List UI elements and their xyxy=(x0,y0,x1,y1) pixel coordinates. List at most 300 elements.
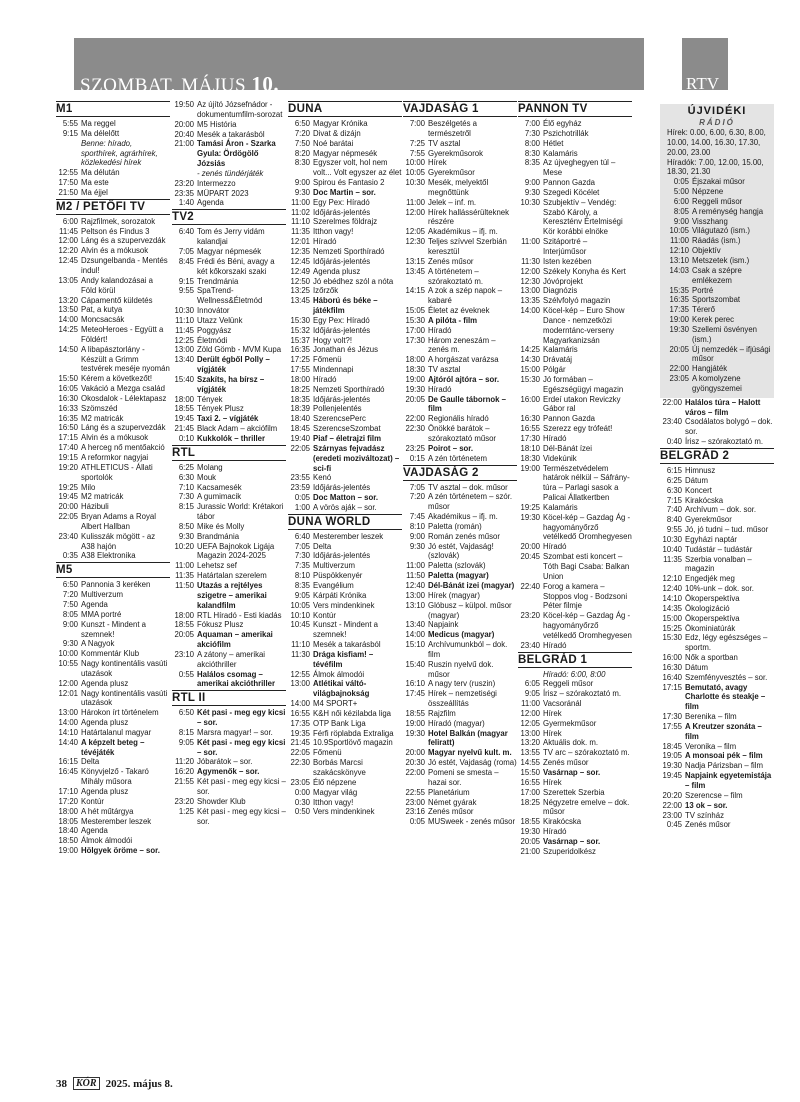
program-title: Könyvjelző - Takaró Mihály műsora xyxy=(81,767,149,787)
program-row xyxy=(172,336,286,346)
program-time: 6:40 xyxy=(178,227,194,237)
program-row xyxy=(403,227,517,237)
program-row xyxy=(403,719,517,729)
program-time: 13:25 xyxy=(290,286,310,296)
channel-heading: DUNA xyxy=(288,101,402,117)
program-time: 13:15 xyxy=(405,256,425,266)
program-title: MUSweek - zenés műsor xyxy=(428,817,516,827)
program-title: Híradó (magyar) xyxy=(428,718,485,728)
program-time: 22:30 xyxy=(405,424,425,434)
program-row xyxy=(288,158,402,178)
program-time: 8:10 xyxy=(409,521,425,531)
program-title: Brandmánia xyxy=(197,531,240,541)
program-row xyxy=(660,791,774,801)
program-time: 7:25 xyxy=(409,138,425,148)
program-title: Kárpáti Krónika xyxy=(313,590,367,600)
program-row xyxy=(172,247,286,257)
program-row xyxy=(56,423,170,433)
program-title: Veronika – film xyxy=(685,741,737,751)
program-row xyxy=(56,463,170,483)
program-time: 23:40 xyxy=(520,640,540,650)
program-title: Kirakócska xyxy=(543,817,582,827)
program-time: 23:40 xyxy=(662,417,682,427)
program-time: 12:40 xyxy=(662,584,682,594)
program-row xyxy=(518,611,632,641)
program-row xyxy=(56,797,170,807)
program-row xyxy=(56,374,170,384)
program-row xyxy=(56,826,170,836)
program-title: M2 matricák xyxy=(81,413,124,423)
program-row xyxy=(56,492,170,502)
program-row xyxy=(518,729,632,739)
program-time: 12:10 xyxy=(669,246,689,256)
program-time: 8:00 xyxy=(524,138,540,148)
program-title: Rajzfilmek, sorozatok xyxy=(81,216,156,226)
program-row xyxy=(660,398,774,418)
program-title: Új nemzedék – ifjúsági műsor xyxy=(692,344,771,364)
program-time: 15:30 xyxy=(662,633,682,643)
program-row xyxy=(288,178,402,188)
program-row xyxy=(172,277,286,287)
program-time: 15:05 xyxy=(405,306,425,316)
program-row xyxy=(56,246,170,256)
channel-heading: RTL xyxy=(172,445,286,461)
program-row xyxy=(172,807,286,827)
program-title: A Kreutzer szonáta – film xyxy=(685,721,762,741)
program-title: Köcel-kép – Euro Show Dance - nemzetközi moderntánc-verseny Magyarkanizsán xyxy=(543,306,625,345)
program-row xyxy=(56,767,170,787)
program-title: Aquaman – amerikai akciófilm xyxy=(197,630,273,650)
program-title: MMA portré xyxy=(81,609,122,619)
program-time: 14:15 xyxy=(405,286,425,296)
program-title: Reggeli műsor xyxy=(543,679,594,689)
program-row xyxy=(288,336,402,346)
program-time: 14:10 xyxy=(58,727,78,737)
program-time: 13:00 xyxy=(290,679,310,689)
program-row xyxy=(172,522,286,532)
program-row xyxy=(288,561,402,571)
program-title: A libapásztorlány - Készült a Grimm testvérek meséje nyomán xyxy=(81,344,170,374)
program-title: Határtalanul magyar xyxy=(81,727,152,737)
program-title: Reggeli műsor xyxy=(692,196,743,206)
program-title: Borbás Marcsi szakácskönyve xyxy=(313,758,366,777)
program-row xyxy=(172,227,286,247)
program-title: Ma délelőtt xyxy=(81,128,120,138)
program-row xyxy=(56,728,170,738)
program-title: Szitáportré – Interjúműsor xyxy=(543,237,588,256)
program-time: 23:40 xyxy=(58,531,78,541)
program-row xyxy=(172,738,286,758)
program-row xyxy=(663,246,771,256)
radio-bulletin-times: Híradók: 7.00, 12.00, 15.00, 18.30, 21.30 xyxy=(667,157,764,177)
program-row xyxy=(660,476,774,486)
program-row xyxy=(288,198,402,208)
program-title: Kontúr xyxy=(81,796,104,806)
program-time: 18:55 xyxy=(174,404,194,414)
program-row xyxy=(660,505,774,515)
program-row xyxy=(172,130,286,140)
program-row xyxy=(518,296,632,306)
program-row xyxy=(518,699,632,709)
program-title: Kenó xyxy=(313,473,332,483)
program-title: Archívum – dok. sor. xyxy=(685,505,757,515)
program-title: SzerencsePerc xyxy=(313,414,366,424)
program-row xyxy=(403,601,517,621)
program-time: 18:39 xyxy=(290,404,310,414)
program-row xyxy=(403,679,517,689)
program-title: Kunszt - Mindent a szemnek! xyxy=(81,619,147,639)
program-row xyxy=(663,345,771,365)
program-row xyxy=(403,414,517,424)
program-time: 10:20 xyxy=(174,541,194,551)
program-time: 7:20 xyxy=(409,492,425,502)
program-title: Hírek – nemzetiségi összeállítás xyxy=(428,689,497,709)
program-title: Időjárás-jelentés xyxy=(313,394,371,404)
program-row xyxy=(660,614,774,624)
program-time: 11:30 xyxy=(291,649,310,659)
program-row xyxy=(403,306,517,316)
program-row xyxy=(403,630,517,640)
program-row xyxy=(660,437,774,447)
program-title: Hírek xyxy=(543,728,562,738)
program-row xyxy=(518,542,632,552)
program-row xyxy=(403,395,517,415)
program-time: 18:55 xyxy=(520,817,540,827)
program-title: Életet az éveknek xyxy=(428,306,490,316)
program-row xyxy=(56,846,170,856)
program-row xyxy=(288,650,402,670)
program-title: Tom és Jerry vidám kalandjai xyxy=(197,227,265,247)
program-time: 11:10 xyxy=(291,640,310,650)
program-row xyxy=(172,650,286,670)
program-title: Videkúnik xyxy=(543,453,577,463)
program-title: Az újveghegyen túl – Mese xyxy=(543,158,616,178)
program-row xyxy=(663,374,771,394)
program-time: 20:40 xyxy=(174,129,194,139)
column-4 xyxy=(403,100,517,827)
program-title: 13 ok – sor. xyxy=(685,800,728,810)
program-row xyxy=(172,561,286,571)
program-time: 12:20 xyxy=(58,246,78,256)
program-time: 18:00 xyxy=(290,374,310,384)
program-title: Német gyárak xyxy=(428,797,477,807)
program-title: Két pasi - meg egy kicsi – sor. xyxy=(197,777,286,796)
program-title: MÜPART 2023 xyxy=(197,188,249,198)
program-time: 10:05 xyxy=(290,600,310,610)
program-time: 8:05 xyxy=(62,609,78,619)
program-time: 18:25 xyxy=(520,797,540,807)
program-title: Székely Konyha és Kert xyxy=(543,266,626,276)
program-time: 22:05 xyxy=(290,748,310,758)
program-row xyxy=(56,129,170,139)
program-row xyxy=(518,788,632,798)
program-time: 12:55 xyxy=(58,168,78,178)
program-title: Vasárnap – sor. xyxy=(543,836,601,846)
section-label: RTV xyxy=(686,74,719,93)
program-row xyxy=(518,679,632,689)
program-title: Jó ebédhez szól a nóta xyxy=(313,276,394,286)
program-row xyxy=(518,847,632,857)
program-title: Multiverzum xyxy=(81,590,124,600)
program-time: 0:30 xyxy=(294,797,310,807)
program-time: 13:00 xyxy=(405,590,425,600)
program-title: ATHLETICUS - Állati sportolók xyxy=(81,462,153,482)
program-title: Okosdalok - Lélektapasz xyxy=(81,393,167,403)
program-title: Pólgár xyxy=(543,365,566,375)
program-row xyxy=(288,611,402,621)
program-row xyxy=(288,709,402,719)
program-title: Teljes szívvel Szerbián keresztül xyxy=(428,237,507,256)
program-title: Doc Martin – sor. xyxy=(313,187,376,197)
program-time: 23:00 xyxy=(405,797,425,807)
program-title: Hírek xyxy=(428,158,447,168)
program-time: 0:10 xyxy=(178,434,194,443)
program-row xyxy=(172,100,286,120)
program-time: 16:00 xyxy=(662,653,682,663)
program-row xyxy=(663,197,771,207)
program-row xyxy=(660,820,774,830)
program-time: 10:30 xyxy=(405,178,425,188)
program-time: 19:30 xyxy=(669,324,689,334)
program-time: 12:10 xyxy=(662,574,682,584)
program-row xyxy=(172,542,286,562)
program-row xyxy=(660,663,774,673)
program-time: 18:00 xyxy=(58,806,78,816)
program-row xyxy=(660,555,774,575)
program-title: Magyar világ xyxy=(313,787,358,797)
program-row xyxy=(56,551,170,561)
program-title: Fókusz Plusz xyxy=(197,620,244,630)
program-row xyxy=(288,355,402,365)
program-title: Önökké barátok – szórakoztató műsor xyxy=(428,424,497,443)
program-time: 12:00 xyxy=(405,207,425,217)
program-row xyxy=(403,316,517,326)
program-time: 22:05 xyxy=(58,512,78,522)
program-title: Szerettek Szerbia xyxy=(543,787,605,797)
column-5 xyxy=(518,100,632,857)
program-title: Delta xyxy=(313,541,332,551)
program-row xyxy=(56,649,170,659)
program-time: 20:20 xyxy=(662,790,682,800)
program-title: Ma este xyxy=(81,178,109,188)
program-row xyxy=(518,582,632,612)
program-title: Írisz – szórakoztató m. xyxy=(685,437,763,447)
program-title: Pannon Gazda xyxy=(543,178,596,188)
program-title: Vers mindenkinek xyxy=(313,600,375,610)
program-time: 9:55 xyxy=(666,525,682,535)
program-time: 23:25 xyxy=(405,443,425,453)
program-time: 17:30 xyxy=(662,712,682,722)
program-time: 16:05 xyxy=(58,384,78,394)
program-title: Mesék, melyektől megnőttünk xyxy=(428,178,489,197)
program-title: Delta xyxy=(81,757,100,767)
program-time: 6:50 xyxy=(62,580,78,590)
program-row xyxy=(172,581,286,611)
program-title: Két pasi - meg egy kicsi – sor. xyxy=(197,806,286,826)
program-title: Mesék a takarásból xyxy=(313,640,381,650)
program-row xyxy=(172,757,286,767)
program-title: Álmok álmodói xyxy=(313,669,365,679)
program-row xyxy=(56,433,170,443)
program-time: 13:55 xyxy=(520,748,540,758)
channel-heading: M2 / PETŐFI TV xyxy=(56,199,170,215)
program-time: 7:00 xyxy=(524,119,540,128)
program-title: Püspökkenyér xyxy=(313,571,363,581)
program-row xyxy=(56,532,170,552)
program-time: 9:30 xyxy=(178,531,194,541)
program-row xyxy=(56,305,170,315)
program-title: Hotel Balkán (magyar feliratt) xyxy=(428,728,508,748)
program-time: 11:30 xyxy=(521,256,540,266)
program-row xyxy=(172,532,286,542)
program-row xyxy=(663,256,771,266)
program-title: 10%-unk – dok. sor. xyxy=(685,584,754,594)
program-time: 10:00 xyxy=(58,649,78,659)
program-time: 0:55 xyxy=(178,669,194,679)
program-time: 10:45 xyxy=(290,620,310,630)
program-title: Szemfényvesztés – sor. xyxy=(685,672,768,682)
program-time: 12:50 xyxy=(290,276,310,286)
program-title: Bryan Adams a Royal Albert Hallban xyxy=(81,512,156,531)
program-time: 13:40 xyxy=(405,620,425,630)
program-row xyxy=(663,177,771,187)
program-row xyxy=(518,267,632,277)
program-title: Híradó xyxy=(543,434,567,443)
program-title: Kunszt - Mindent a szemnek! xyxy=(313,620,379,640)
program-title: Magyar népmesék xyxy=(197,246,262,256)
program-title: Népzene xyxy=(692,187,724,197)
program-title: Peltson és Findus 3 xyxy=(81,226,150,236)
program-row xyxy=(663,286,771,296)
program-title: Szélvfolyó magazin xyxy=(543,296,611,306)
program-title: Három zeneszám – zenés m. xyxy=(428,335,496,355)
program-row xyxy=(403,326,517,336)
program-row xyxy=(288,798,402,808)
program-row xyxy=(172,189,286,199)
program-row xyxy=(288,267,402,277)
program-title: Időjárás-jelentés xyxy=(313,551,371,561)
program-row xyxy=(288,679,402,699)
program-time: 18:25 xyxy=(290,384,310,394)
program-row xyxy=(288,571,402,581)
program-row xyxy=(288,620,402,640)
program-time: 19:30 xyxy=(520,512,540,522)
program-time: 6:40 xyxy=(294,531,310,541)
program-row xyxy=(660,633,774,653)
program-title: A Nagyok xyxy=(81,639,115,649)
program-time: 22:55 xyxy=(405,787,425,797)
program-title: Molang xyxy=(197,462,223,472)
program-time: 12:25 xyxy=(174,335,194,345)
program-time: 22:40 xyxy=(520,581,540,591)
program-time: 12:00 xyxy=(58,678,78,688)
program-title: Ökoperspektíva xyxy=(685,593,740,603)
program-time: 16:45 xyxy=(58,767,78,777)
program-time: 9:00 xyxy=(294,178,310,188)
program-row xyxy=(56,315,170,325)
program-title: Mindennapi xyxy=(313,365,354,375)
program-title: Hírek xyxy=(543,777,562,787)
program-title: Planetárium xyxy=(428,787,470,797)
program-time: 22:00 xyxy=(405,768,425,777)
program-time: 7:30 xyxy=(294,551,310,561)
program-title: Jó estét, Vajdaság! (szlovák) xyxy=(428,541,494,561)
program-time: 1:00 xyxy=(294,502,310,512)
program-time: 11:35 xyxy=(175,571,194,581)
program-title: M2 matricák xyxy=(81,492,124,502)
program-row xyxy=(56,394,170,404)
program-row xyxy=(288,326,402,336)
program-time: 8:45 xyxy=(178,256,194,266)
program-title: Határtalan szerelem xyxy=(197,571,267,581)
program-title: Isten kezében xyxy=(543,256,592,266)
program-row xyxy=(403,522,517,532)
program-time: 11:00 xyxy=(670,236,689,246)
program-time: 6:00 xyxy=(62,216,78,226)
program-title: Egy Pex: Híradó xyxy=(313,315,370,325)
program-time: 19:45 xyxy=(662,771,682,781)
program-time: 6:50 xyxy=(178,708,194,718)
program-row xyxy=(518,709,632,719)
program-time: 18:40 xyxy=(290,414,310,424)
program-time: 20:00 xyxy=(58,502,78,512)
program-time: 19:25 xyxy=(58,482,78,492)
channel-heading: DUNA WORLD xyxy=(288,514,402,530)
program-title: Főmenü xyxy=(313,748,342,758)
program-title: Innovátor xyxy=(197,306,230,316)
program-row xyxy=(56,787,170,797)
program-title: Egyházi naptár xyxy=(685,534,738,544)
magazine-logo: KÓR xyxy=(73,1077,100,1090)
program-note: Benne: hírado, sporthírek, agrárhírek, közlekedési hírek xyxy=(81,138,158,168)
program-title: Magyar nyelvű kult. m. xyxy=(428,748,512,758)
program-time: 21:00 xyxy=(520,846,540,856)
program-title: Alvin és a mókusok xyxy=(81,433,149,443)
program-title: Utazz Velünk xyxy=(197,315,243,325)
program-time: 8:05 xyxy=(673,206,689,216)
program-title: TV színház xyxy=(685,810,724,820)
program-row xyxy=(403,119,517,139)
program-title: Spirou és Fantasio 2 xyxy=(313,178,385,188)
program-title: Napjaink xyxy=(428,620,459,630)
program-title: Jelek – inf. m. xyxy=(428,197,477,207)
program-title: Az újító Józsefnádor - dokumentumfilm-sorozat xyxy=(197,100,283,119)
program-title: Cápamentő küldetés xyxy=(81,295,153,305)
program-title: Szegedi Köcélet xyxy=(543,187,600,197)
program-title: Házibuli xyxy=(81,502,109,512)
program-title: Időjárás-jelentés xyxy=(313,325,371,335)
program-row xyxy=(172,463,286,473)
program-row xyxy=(403,286,517,306)
program-time: 7:15 xyxy=(666,495,682,505)
program-row xyxy=(56,836,170,846)
program-time: 8:50 xyxy=(178,521,194,531)
program-row xyxy=(660,604,774,614)
program-title: Vakáció a Mezga család xyxy=(81,384,165,394)
program-row xyxy=(403,620,517,630)
program-time: 12:30 xyxy=(520,276,540,286)
program-time: 19:30 xyxy=(662,761,682,771)
program-time: 7:20 xyxy=(62,590,78,600)
program-title: Itthon vagy! xyxy=(313,797,354,807)
program-title: Pomeni se smesta – hazai sor. xyxy=(428,768,499,787)
program-time: 11:45 xyxy=(59,226,78,236)
program-time: 9:00 xyxy=(673,216,689,226)
program-title: Taxi 2. – vígjáték xyxy=(197,414,259,424)
program-title: Jóvóprojekt xyxy=(543,276,583,286)
program-time: 13:35 xyxy=(520,296,540,306)
program-title: Természetvédelem határok nélkül – Sáfrány-túra – Parlagi sasok a Palicai Állatkertben xyxy=(543,463,630,503)
